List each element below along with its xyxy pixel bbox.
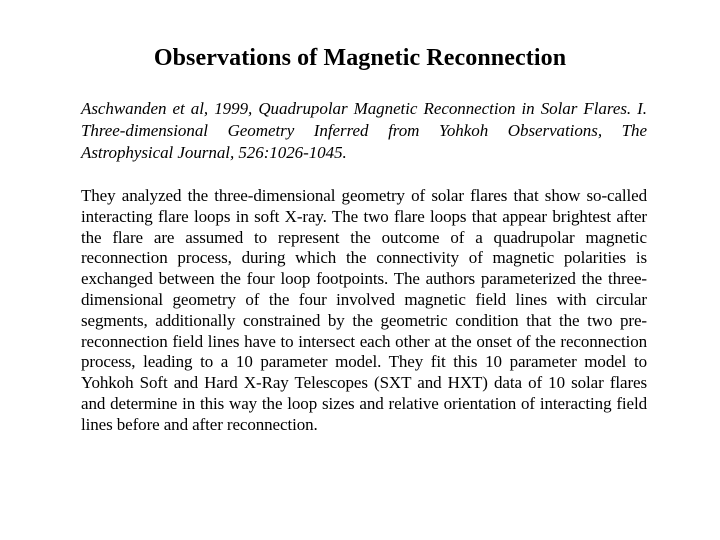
citation-text: Aschwanden et al, 1999, Quadrupolar Magnetic Reconnection in Solar Flares. I. Three-dimensional Geometry Inferred from Yohkoh Observations, The Astrophysical Journal, 526:1026-1045. [81, 99, 647, 162]
body-paragraph: They analyzed the three-dimensional geometry of solar flares that show so-called interacting flare loops in soft X-ray. The two flare loops that appear brightest after the flare are assumed to represent the outcome of a quadrupolar magnetic reconnection process, during which the connectivity of magnetic polarities is exchanged between the four loop footpoints. The authors parameterized the three-dimensional geometry of the four involved magnetic field lines with circular segments, additionally constrained by the geometric condition that the two pre-reconnection field lines have to intersect each other at the onset of the reconnection process, leading to a 10 parameter model. They fit this 10 parameter model to Yohkoh Soft and Hard X-Ray Telescopes (SXT and HXT) data of 10 solar flares and determine in this way the loop sizes and relative orientation of interacting field lines before and after reconnection. [81, 186, 647, 434]
slide-title: Observations of Magnetic Reconnection [153, 45, 567, 71]
